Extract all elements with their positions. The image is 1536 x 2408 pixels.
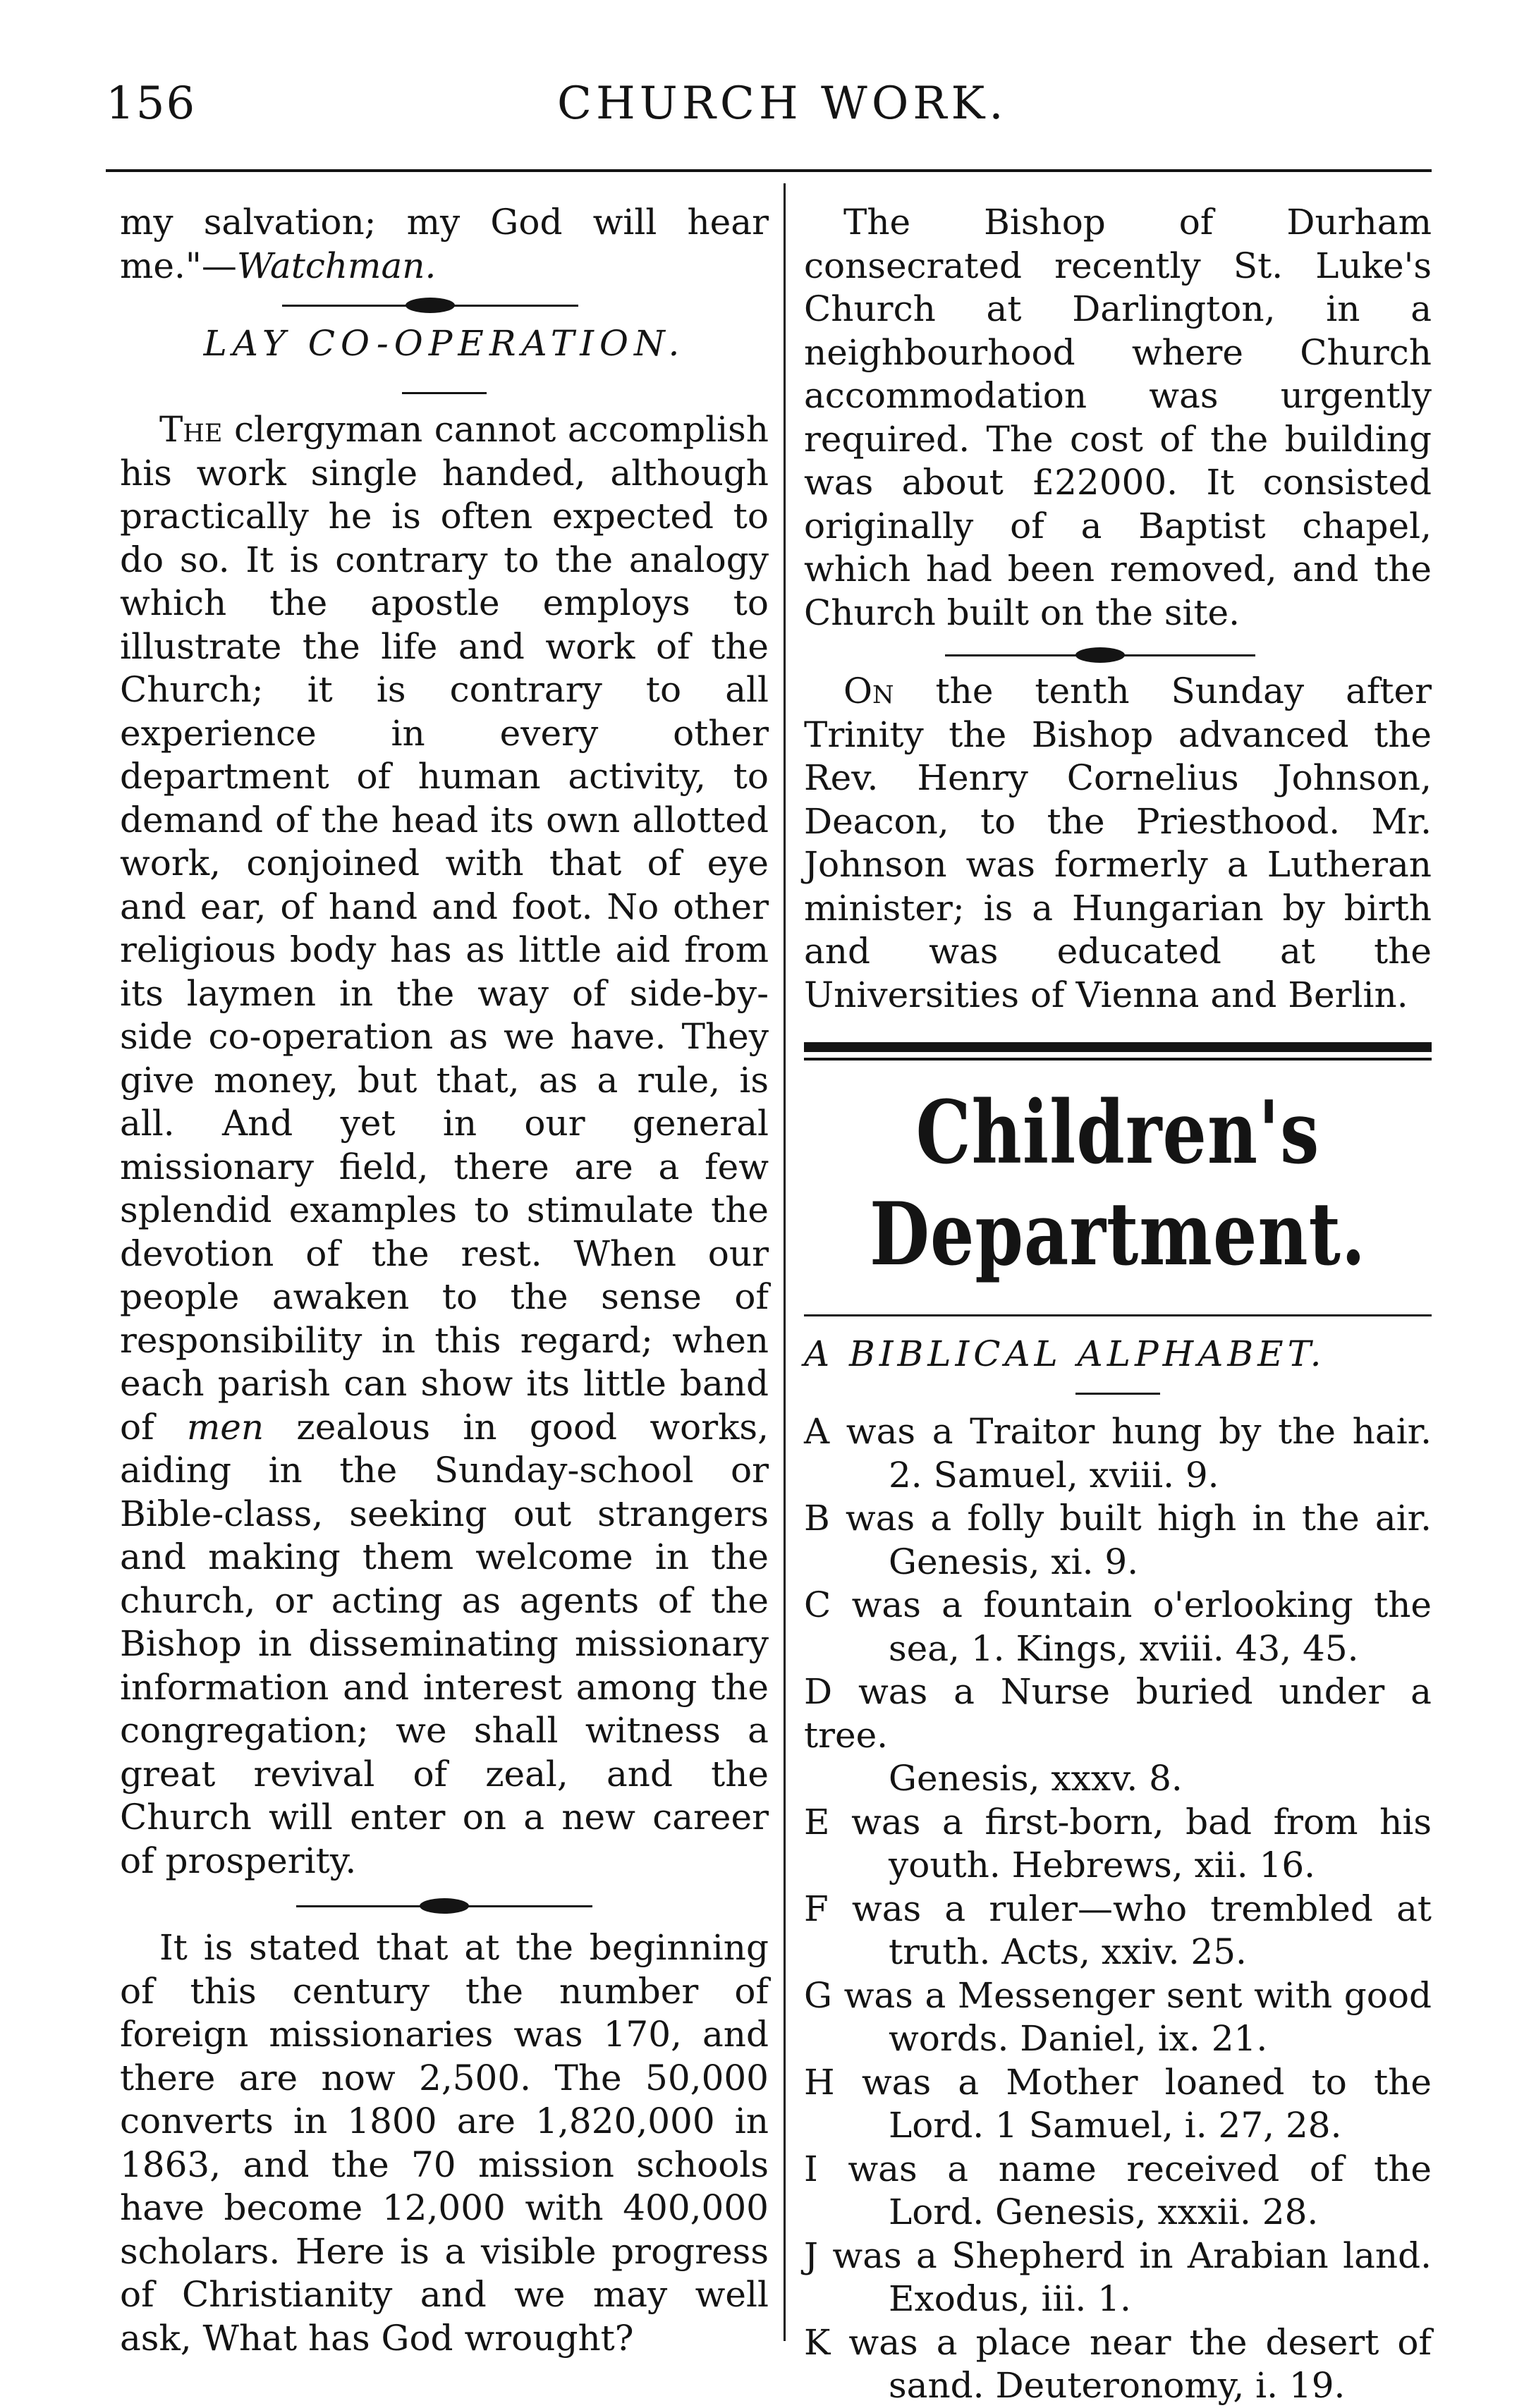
page-number: 156 [106, 78, 197, 130]
alphabet-entry-reference: Genesis, xxxv. 8. [889, 1758, 1183, 1799]
lay-para-first-word: The [159, 409, 223, 450]
right-ornament [804, 642, 1432, 670]
header-rule [106, 169, 1432, 172]
opening-signature: Watchman. [236, 245, 437, 286]
missions-paragraph: It is stated that at the beginning of this century the number of foreign missionaries was 170, and there are now 2,500. The 50,000 converts in 1800 are 1,820,000 in 1863, and the 70 mission schools have become 12,000 with 400,000 scholars. Here is a visible progress of Christianity and we may well ask, What has God wrought? [120, 1927, 769, 2359]
ordination-first-word: On [843, 671, 894, 711]
department-bottom-rule [804, 1314, 1432, 1316]
alphabet-entry-text: J was a Shepherd in Arabian land. [804, 2235, 1432, 2276]
alphabet-entry-reference: Exodus, iii. 1. [889, 2278, 1131, 2319]
page-header [106, 78, 1432, 148]
alphabet-heading-rule [1075, 1393, 1160, 1395]
alphabet-entry-text: G was a Messenger sent with good [804, 1974, 1432, 2016]
alphabet-entry-reference: words. Daniel, ix. 21. [889, 2018, 1268, 2059]
lay-cooperation-paragraph [120, 408, 769, 1883]
right-column [804, 201, 1432, 2408]
alphabet-entry-reference: truth. Acts, xxiv. 25. [889, 1931, 1247, 1972]
childrens-department-title: Children's Department. [870, 1082, 1366, 1285]
alphabet-entry-text: D was a Nurse buried under a tree. [804, 1671, 1432, 1756]
alphabet-entry-text: F was a ruler—who trembled at [804, 1888, 1432, 1929]
column-divider [784, 183, 786, 2341]
alphabet-entry [804, 1974, 1432, 2061]
opening-quote-text: my salvation; my God will hear me."— [120, 202, 769, 286]
alphabet-entry-text: E was a first-born, bad from his [804, 1801, 1432, 1842]
lay-para-italic-word: men [186, 1406, 264, 1448]
alphabet-entry-text: A was a Traitor hung by the hair. [804, 1411, 1432, 1452]
alphabet-entry-reference: 2. Samuel, xviii. 9. [889, 1454, 1219, 1496]
department-rule-thin [804, 1058, 1432, 1061]
alphabet-list [804, 1410, 1432, 2408]
alphabet-entry [804, 1497, 1432, 1584]
alphabet-entry-reference: Genesis, xi. 9. [889, 1541, 1139, 1582]
biblical-alphabet-heading: A BIBLICAL ALPHABET. [804, 1333, 1326, 1374]
alphabet-entry [804, 1801, 1432, 1888]
alphabet-entry-reference: youth. Hebrews, xii. 16. [889, 1845, 1316, 1886]
ordination-body: the tenth Sunday after Trinity the Bishop advanced the Rev. Henry Cornelius Johnson, Deacon, to the Priesthood. Mr. Johnson was formerly a Lutheran minister; is a Hungarian by birth and was educated at the Universities of Vienna and Berlin. [804, 671, 1432, 1015]
alphabet-entry-reference: sand. Deuteronomy, i. 19. [889, 2365, 1346, 2406]
alphabet-entry-text: H was a Mother loaned to the [804, 2061, 1432, 2103]
paragraph-ornament [120, 1893, 769, 1921]
section-ornament [120, 292, 769, 320]
alphabet-entry [804, 1888, 1432, 1974]
alphabet-entry [804, 2148, 1432, 2235]
alphabet-entry-text: B was a folly built high in the air. [804, 1498, 1432, 1539]
opening-quote [120, 201, 769, 288]
alphabet-entry-reference: Lord. Genesis, xxxii. 28. [889, 2192, 1319, 2232]
heading-rule [402, 392, 487, 394]
durham-paragraph: The Bishop of Durham consecrated recently St. Luke's Church at Darlington, in a neighbourhood where Church accommodation was urgently required. The cost of the building was about £22000. It consisted originally of a Baptist chapel, which had been removed, and the Church built on the site. [804, 202, 1432, 633]
alphabet-entry [804, 1410, 1432, 1497]
ordination-paragraph [804, 670, 1432, 1017]
alphabet-entry [804, 2321, 1432, 2408]
lay-cooperation-heading: LAY CO-OPERATION. [203, 323, 685, 364]
lay-para-end: zealous in good works, aiding in the Sunday-school or Bible-class, seeking out strangers and making them welcome in the church, or acting as agents of the Bishop in disseminating missionary information and interest among the congregation; we shall witness a great revival of zeal, and the Church will enter on a new career of prosperity. [120, 1406, 769, 1881]
department-rule-thick [804, 1042, 1432, 1052]
alphabet-entry-text: K was a place near the desert of [804, 2321, 1432, 2363]
alphabet-entry [804, 2061, 1432, 2148]
lay-para-body: clergyman cannot accomplish his work single handed, although practically he is often expected to do so. It is contrary to the analogy which the apostle employs to illustrate the life and work of the Church; it is contrary to all experience in every other department of human activity, to demand of the head its own allotted work, conjoined with that of eye and ear, of hand and foot. No other religious body has as little aid from its laymen in the way of side-by-side co-operation as we have. They give money, but that, as a rule, is all. And yet in our general missionary field, there are a few splendid examples to stimulate the devotion of the rest. When our people awaken to the sense of responsibility in this regard; when each parish can show its little band of [120, 409, 769, 1448]
left-column [120, 201, 769, 2360]
alphabet-entry-reference: sea, 1. Kings, xviii. 43, 45. [889, 1627, 1359, 1669]
alphabet-entry [804, 2235, 1432, 2321]
alphabet-entry [804, 1584, 1432, 1670]
alphabet-entry [804, 1670, 1432, 1801]
running-title: CHURCH WORK. [557, 78, 1008, 130]
alphabet-entry-text: C was a fountain o'erlooking the [804, 1584, 1432, 1625]
alphabet-entry-text: I was a name received of the [804, 2148, 1432, 2189]
alphabet-entry-reference: Lord. 1 Samuel, i. 27, 28. [889, 2105, 1342, 2146]
